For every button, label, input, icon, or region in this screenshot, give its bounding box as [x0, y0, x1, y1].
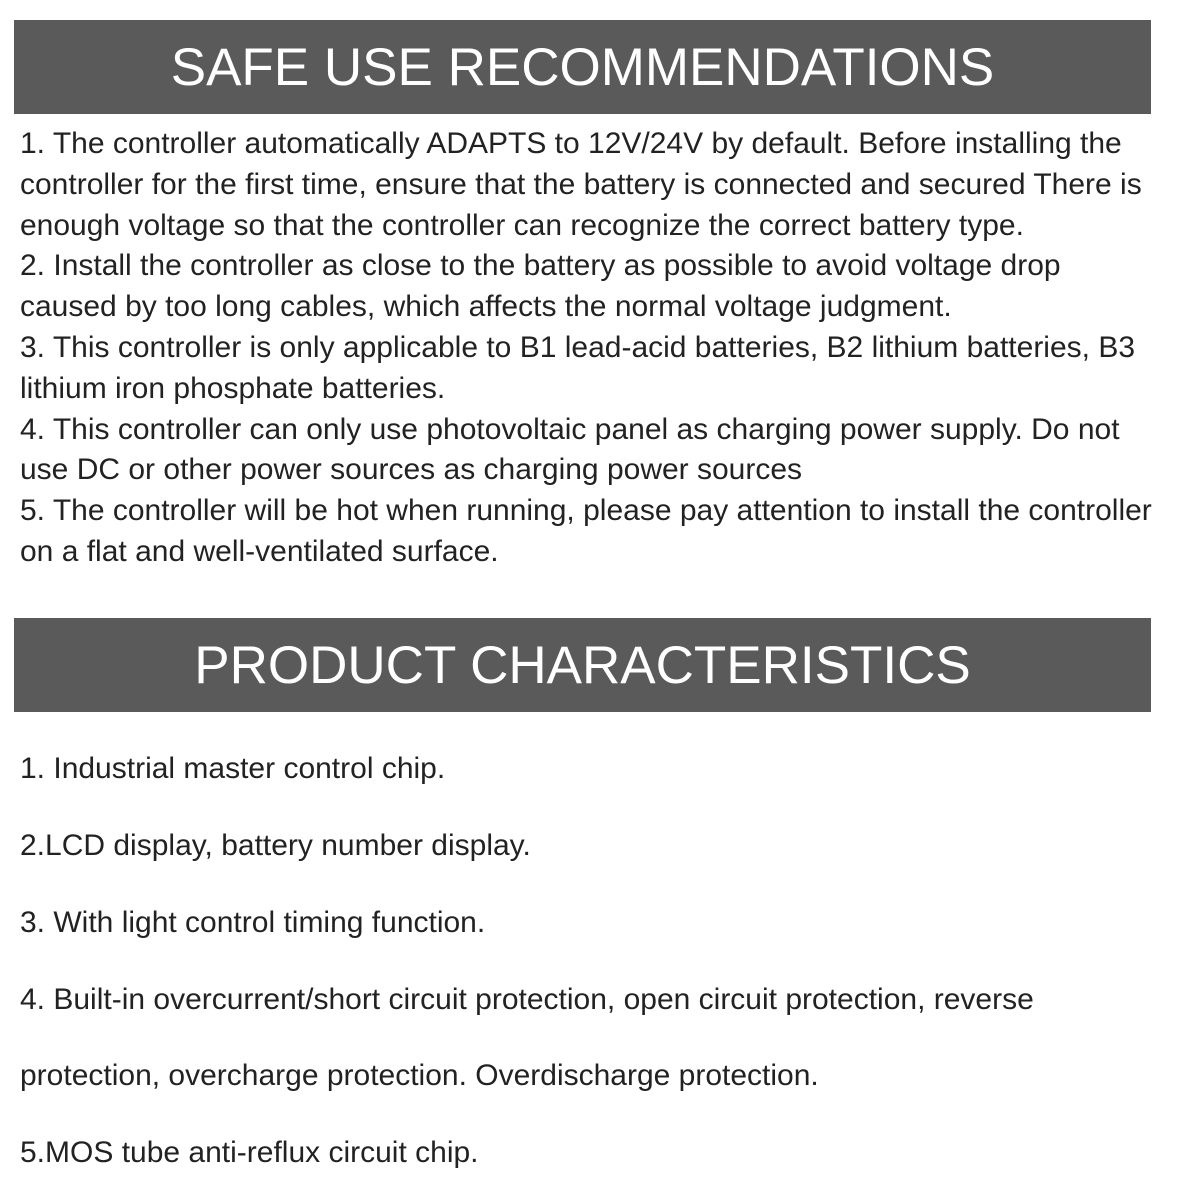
safe-use-header [14, 20, 1151, 114]
characteristics-title: PRODUCT CHARACTERISTICS [194, 635, 971, 695]
characteristic-item: 1. Industrial master control chip. [20, 752, 446, 785]
characteristic-item: 5.MOS tube anti-reflux circuit chip. [20, 1136, 479, 1169]
characteristic-item: 4. Built-in overcurrent/short circuit protection, open circuit protection, reverse [20, 983, 1034, 1016]
safe-use-list [20, 124, 1160, 573]
characteristic-item-continued: protection, overcharge protection. Overdischarge protection. [20, 1059, 819, 1092]
characteristic-item: 2.LCD display, battery number display. [20, 829, 531, 862]
safe-use-item: 3. This controller is only applicable to B1 lead-acid batteries, B2 lithium batteries, B3 lithium iron phosphate batteries. [20, 330, 1136, 405]
safe-use-item: 5. The controller will be hot when running, please pay attention to install the controller on a flat and well-ventilated surface. [20, 494, 1152, 568]
safe-use-item: 1. The controller automatically ADAPTS to 12V/24V by default. Before installing the controller for the first time, ensure that the battery is connected and secured There is enough voltage so that the controller can recognize the correct battery type. [20, 127, 1142, 242]
safe-use-item: 4. This controller can only use photovoltaic panel as charging power supply. Do not use DC or other power sources as charging power sources [20, 412, 1120, 487]
safe-use-item: 2. Install the controller as close to the battery as possible to avoid voltage drop caused by too long cables, which affects the normal voltage judgment. [20, 249, 1061, 324]
characteristic-item: 3. With light control timing function. [20, 906, 486, 939]
characteristics-header [14, 618, 1151, 712]
safe-use-title: SAFE USE RECOMMENDATIONS [170, 37, 995, 97]
